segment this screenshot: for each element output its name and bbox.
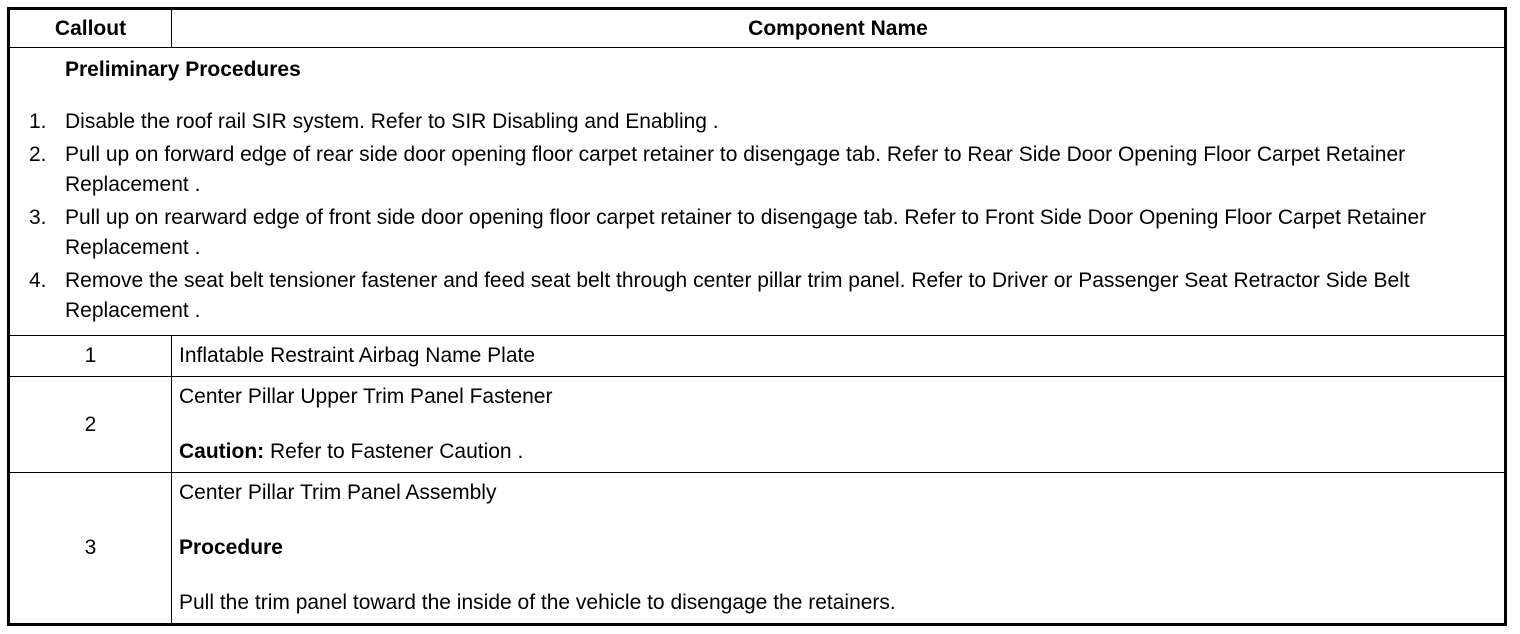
component-name: Center Pillar Trim Panel Assembly [179, 481, 497, 504]
step-number: 3. [29, 206, 47, 229]
step-number: 4. [29, 269, 47, 292]
preliminary-title: Preliminary Procedures [65, 58, 301, 81]
preliminary-steps [29, 107, 1498, 326]
component-name-cell [172, 377, 1506, 473]
component-table [7, 7, 1507, 626]
table-header-row [9, 9, 1506, 48]
callout-number: 2 [9, 377, 172, 473]
step-text: Disable the roof rail SIR system. Refer to SIR Disabling and Enabling . [65, 110, 719, 133]
step-text: Pull up on forward edge of rear side door opening floor carpet retainer to disengage tab. Refer to Rear Side Door Opening Floor Carpet Retainer Replacement . [65, 143, 1406, 196]
step-text: Pull up on rearward edge of front side door opening floor carpet retainer to disengage tab. Refer to Front Side Door Opening Floor Carpet Retainer Replacement . [65, 206, 1427, 259]
step-number: 1. [29, 110, 47, 133]
header-component-name: Component Name [172, 9, 1506, 48]
table-row [9, 336, 1506, 377]
caution-label: Caution: [179, 440, 265, 463]
step-item [29, 140, 1498, 200]
spacer [179, 508, 1496, 533]
table-row [9, 377, 1506, 473]
step-item [29, 266, 1498, 326]
component-name: Center Pillar Upper Trim Panel Fastener [179, 385, 553, 408]
step-item [29, 107, 1498, 137]
header-callout: Callout [9, 9, 172, 48]
caution-text: Refer to Fastener Caution . [264, 440, 524, 463]
spacer [179, 412, 1496, 437]
table-row [9, 473, 1506, 625]
step-item [29, 203, 1498, 263]
spacer [179, 563, 1496, 588]
callout-number: 1 [9, 336, 172, 377]
caution-line [179, 437, 1496, 467]
procedure-text: Pull the trim panel toward the inside of the vehicle to disengage the retainers. [179, 591, 896, 614]
component-name-cell [172, 473, 1506, 625]
step-number: 2. [29, 143, 47, 166]
step-text: Remove the seat belt tensioner fastener and feed seat belt through center pillar trim panel. Refer to Driver or Passenger Seat Retractor Side Belt Replacement . [65, 269, 1410, 322]
preliminary-cell [9, 48, 1506, 336]
procedure-label: Procedure [179, 536, 283, 559]
callout-number: 3 [9, 473, 172, 625]
preliminary-row [9, 48, 1506, 336]
component-name: Inflatable Restraint Airbag Name Plate [172, 336, 1506, 377]
